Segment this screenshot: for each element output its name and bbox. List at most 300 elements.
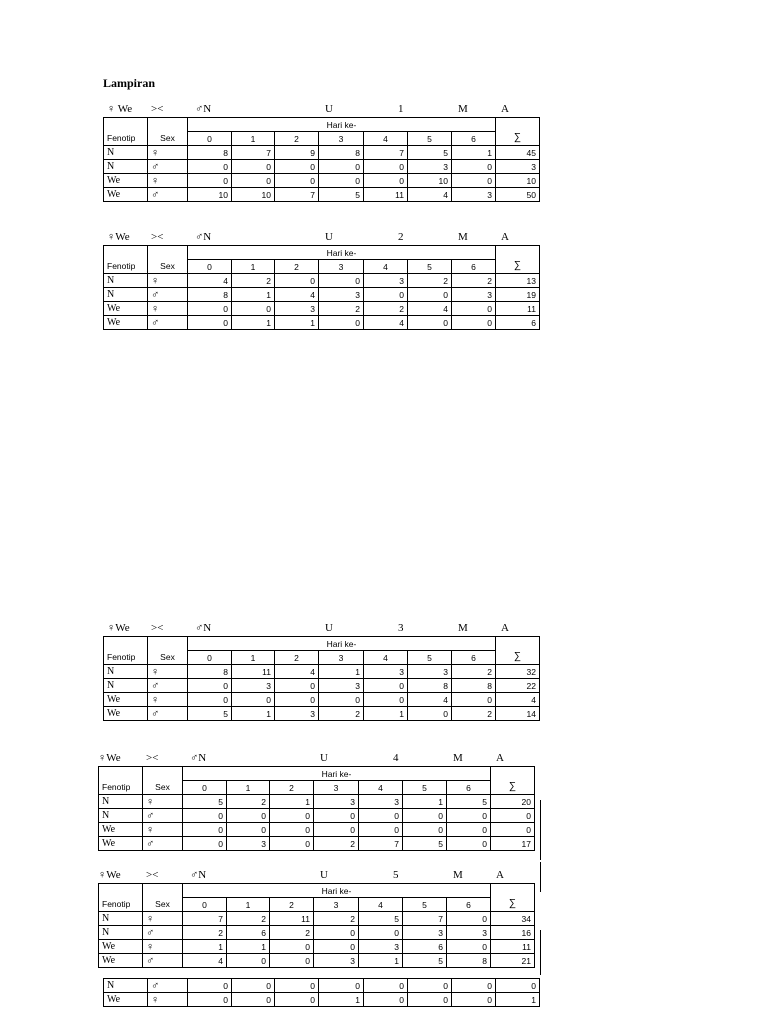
female-parent: ♀We [107,231,130,243]
day-header: 1 [232,260,275,274]
count-cell: 11 [270,912,314,926]
border-fragment [540,862,541,892]
count-cell: 2 [183,926,227,940]
count-cell: 11 [364,188,408,202]
table-row [104,665,540,679]
table-row [104,302,540,316]
count-cell: 3 [232,679,275,693]
count-cell: 4 [408,188,452,202]
count-cell: 0 [408,993,452,1007]
table-row [104,160,540,174]
sex-cell: ♂ [148,679,188,693]
sum-cell: 13 [496,274,540,288]
count-cell: 3 [403,926,447,940]
sex-cell: ♂ [143,837,183,851]
border-fragment [540,930,541,975]
sex-cell: ♂ [148,707,188,721]
sum-cell: 0 [491,809,535,823]
count-cell: 1 [227,940,270,954]
count-cell: 0 [359,809,403,823]
table-row [99,940,535,954]
count-cell: 0 [447,823,491,837]
count-cell: 10 [232,188,275,202]
male-parent: ♂N [190,752,207,764]
count-cell: 3 [275,707,319,721]
fenotip-cell: We [104,707,148,721]
fenotip-header-top [104,637,148,651]
count-cell: 0 [364,693,408,707]
m-label: M [453,869,463,881]
count-cell: 0 [314,823,359,837]
sex-cell: ♂ [143,809,183,823]
sum-cell: 32 [496,665,540,679]
sex-header: Sex [148,651,188,665]
count-cell: 0 [447,837,491,851]
count-cell: 0 [232,693,275,707]
count-cell: 3 [275,302,319,316]
fenotip-cell: We [99,940,143,954]
table-row [104,993,540,1007]
sum-cell: 11 [491,940,535,954]
sex-header: Sex [143,898,183,912]
count-cell: 2 [227,795,270,809]
hari-ke-header: Hari ke- [183,767,491,781]
female-parent: ♀We [98,869,121,881]
sum-header-top [491,767,535,781]
fenotip-cell: N [104,979,148,993]
count-cell: 4 [188,274,232,288]
table-row [104,707,540,721]
sex-header-top [143,884,183,898]
replicate-number: 5 [393,869,399,881]
count-cell: 0 [275,993,319,1007]
sex-cell: ♂ [143,954,183,968]
count-cell: 0 [188,993,232,1007]
sex-cell: ♂ [148,160,188,174]
count-cell: 0 [270,954,314,968]
male-parent: ♂N [195,103,212,115]
sum-cell: 1 [496,993,540,1007]
day-header: 2 [275,651,319,665]
sex-cell: ♀ [148,665,188,679]
female-parent: ♀We [107,622,130,634]
count-cell: 3 [408,160,452,174]
sex-header: Sex [143,781,183,795]
count-cell: 5 [359,912,403,926]
table-row [104,146,540,160]
fenotip-cell: We [99,823,143,837]
count-cell: 5 [403,837,447,851]
fenotip-cell: N [99,926,143,940]
replicate-number: 1 [398,103,404,115]
count-cell: 1 [359,954,403,968]
count-cell: 4 [183,954,227,968]
sex-cell: ♀ [143,940,183,954]
day-header: 2 [275,260,319,274]
sex-header-top [148,246,188,260]
count-cell: 5 [319,188,364,202]
count-cell: 8 [452,679,496,693]
count-cell: 1 [275,316,319,330]
hari-ke-header: Hari ke- [188,118,496,132]
count-cell: 0 [447,809,491,823]
day-header: 1 [227,781,270,795]
count-cell: 0 [188,979,232,993]
count-cell: 11 [232,665,275,679]
count-cell: 1 [319,993,364,1007]
fenotip-cell: We [104,188,148,202]
sex-cell: ♂ [148,316,188,330]
fenotip-header-top [99,767,143,781]
count-cell: 3 [359,795,403,809]
count-cell: 0 [364,679,408,693]
count-cell: 8 [408,679,452,693]
count-cell: 0 [275,274,319,288]
count-cell: 0 [188,174,232,188]
count-cell: 0 [452,993,496,1007]
count-cell: 0 [227,954,270,968]
sum-cell: 17 [491,837,535,851]
count-cell: 2 [452,274,496,288]
sex-cell: ♀ [148,302,188,316]
count-cell: 0 [408,707,452,721]
count-cell: 0 [232,174,275,188]
sex-cell: ♀ [148,274,188,288]
count-cell: 3 [408,665,452,679]
male-parent: ♂N [195,622,212,634]
count-cell: 1 [319,665,364,679]
count-cell: 4 [408,302,452,316]
count-cell: 0 [408,288,452,302]
day-header: 3 [319,651,364,665]
count-cell: 1 [232,288,275,302]
count-cell: 1 [232,316,275,330]
count-cell: 7 [275,188,319,202]
table-row [99,912,535,926]
day-header: 1 [232,651,275,665]
cross-symbol: >< [146,869,159,881]
count-cell: 0 [359,823,403,837]
table-row [104,174,540,188]
data-table [98,883,535,968]
count-cell: 4 [364,316,408,330]
fenotip-cell: We [104,993,148,1007]
sum-cell: 0 [491,823,535,837]
count-cell: 3 [364,274,408,288]
count-cell: 5 [403,954,447,968]
day-header: 4 [364,260,408,274]
fenotip-header-top [99,884,143,898]
sum-cell: 3 [496,160,540,174]
count-cell: 3 [364,665,408,679]
table-row [104,679,540,693]
count-cell: 2 [270,926,314,940]
count-cell: 3 [359,940,403,954]
count-cell: 2 [452,665,496,679]
count-cell: 0 [452,174,496,188]
sum-header-top [496,637,540,651]
hari-ke-header: Hari ke- [188,637,496,651]
day-header: 6 [447,781,491,795]
count-cell: 2 [232,274,275,288]
count-cell: 0 [188,302,232,316]
count-cell: 0 [275,679,319,693]
count-cell: 0 [270,823,314,837]
female-parent: ♀ We [107,103,133,115]
day-header: 5 [408,260,452,274]
count-cell: 0 [188,316,232,330]
fenotip-cell: N [104,665,148,679]
day-header: 3 [314,898,359,912]
table-row [104,274,540,288]
m-label: M [453,752,463,764]
sum-cell: 6 [496,316,540,330]
data-table [98,766,535,851]
sex-header: Sex [148,260,188,274]
count-cell: 1 [183,940,227,954]
day-header: 5 [403,781,447,795]
table-row [99,823,535,837]
sex-cell: ♂ [148,979,188,993]
page-title: Lampiran [103,76,156,90]
count-cell: 4 [408,693,452,707]
sex-header-top [148,637,188,651]
count-cell: 0 [319,316,364,330]
count-cell: 3 [319,679,364,693]
count-cell: 0 [232,993,275,1007]
sum-cell: 10 [496,174,540,188]
sum-cell: 50 [496,188,540,202]
sex-cell: ♀ [148,993,188,1007]
count-cell: 8 [447,954,491,968]
a-label: A [501,622,509,634]
count-cell: 0 [452,302,496,316]
count-cell: 0 [452,160,496,174]
sex-cell: ♂ [148,188,188,202]
count-cell: 2 [452,707,496,721]
sum-cell: 20 [491,795,535,809]
sex-cell: ♀ [148,174,188,188]
count-cell: 0 [447,940,491,954]
day-header: 5 [403,898,447,912]
hari-ke-header: Hari ke- [188,246,496,260]
sex-cell: ♀ [143,823,183,837]
count-cell: 4 [275,288,319,302]
u-label: U [325,622,333,634]
sum-cell: 19 [496,288,540,302]
day-header: 2 [270,781,314,795]
day-header: 2 [275,132,319,146]
fenotip-cell: N [104,679,148,693]
table-row [104,288,540,302]
count-cell: 0 [319,160,364,174]
fenotip-cell: We [104,302,148,316]
sum-header: ∑ [496,260,540,274]
count-cell: 2 [319,707,364,721]
count-cell: 0 [270,809,314,823]
count-cell: 7 [359,837,403,851]
count-cell: 8 [188,146,232,160]
count-cell: 10 [188,188,232,202]
sum-header-top [496,118,540,132]
count-cell: 2 [314,912,359,926]
sum-cell: 0 [496,979,540,993]
day-header: 4 [364,651,408,665]
u-label: U [325,103,333,115]
day-header: 1 [227,898,270,912]
a-label: A [496,869,504,881]
fenotip-header: Fenotip [104,260,148,274]
fenotip-cell: We [104,316,148,330]
sex-cell: ♀ [143,795,183,809]
count-cell: 6 [227,926,270,940]
sum-header-top [496,246,540,260]
sex-cell: ♂ [148,288,188,302]
count-cell: 0 [275,160,319,174]
sex-cell: ♀ [148,146,188,160]
fenotip-header: Fenotip [99,898,143,912]
day-header: 6 [452,651,496,665]
count-cell: 3 [314,954,359,968]
fenotip-cell: N [99,809,143,823]
sex-header-top [148,118,188,132]
female-parent: ♀We [98,752,121,764]
fenotip-header: Fenotip [99,781,143,795]
count-cell: 7 [364,146,408,160]
day-header: 0 [188,260,232,274]
replicate-number: 4 [393,752,399,764]
fenotip-header-top [104,246,148,260]
count-cell: 0 [447,912,491,926]
count-cell: 0 [275,174,319,188]
count-cell: 0 [319,274,364,288]
count-cell: 0 [275,693,319,707]
m-label: M [458,103,468,115]
fenotip-cell: We [104,174,148,188]
sum-header: ∑ [491,781,535,795]
count-cell: 0 [452,979,496,993]
count-cell: 0 [188,160,232,174]
day-header: 6 [452,132,496,146]
count-cell: 2 [319,302,364,316]
table-row [99,837,535,851]
count-cell: 7 [183,912,227,926]
count-cell: 0 [364,979,408,993]
fenotip-cell: N [104,274,148,288]
day-header: 2 [270,898,314,912]
count-cell: 8 [319,146,364,160]
table-row [99,809,535,823]
replicate-number: 3 [398,622,404,634]
count-cell: 1 [452,146,496,160]
count-cell: 0 [314,926,359,940]
count-cell: 0 [188,679,232,693]
count-cell: 5 [447,795,491,809]
count-cell: 8 [188,288,232,302]
fenotip-header: Fenotip [104,651,148,665]
day-header: 1 [232,132,275,146]
m-label: M [458,231,468,243]
cross-symbol: >< [146,752,159,764]
count-cell: 0 [275,979,319,993]
table-row [104,188,540,202]
day-header: 3 [314,781,359,795]
sex-cell: ♀ [143,912,183,926]
count-cell: 0 [319,174,364,188]
day-header: 6 [452,260,496,274]
count-cell: 3 [319,288,364,302]
hari-ke-header: Hari ke- [183,884,491,898]
count-cell: 7 [403,912,447,926]
replicate-number: 2 [398,231,404,243]
count-cell: 0 [452,693,496,707]
cross-symbol: >< [151,622,164,634]
count-cell: 3 [227,837,270,851]
sum-header-top [491,884,535,898]
count-cell: 3 [452,288,496,302]
fenotip-header: Fenotip [104,132,148,146]
count-cell: 0 [232,160,275,174]
sum-cell: 16 [491,926,535,940]
sum-cell: 4 [496,693,540,707]
count-cell: 0 [314,940,359,954]
sum-cell: 22 [496,679,540,693]
day-header: 4 [364,132,408,146]
u-label: U [320,869,328,881]
day-header: 5 [408,132,452,146]
count-cell: 1 [232,707,275,721]
sum-cell: 45 [496,146,540,160]
count-cell: 1 [364,707,408,721]
count-cell: 0 [183,837,227,851]
data-table [103,245,540,330]
fenotip-cell: We [99,837,143,851]
count-cell: 0 [319,979,364,993]
day-header: 0 [188,132,232,146]
sum-cell: 34 [491,912,535,926]
count-cell: 9 [275,146,319,160]
sum-cell: 21 [491,954,535,968]
sum-cell: 11 [496,302,540,316]
count-cell: 0 [408,316,452,330]
count-cell: 0 [183,823,227,837]
count-cell: 0 [319,693,364,707]
count-cell: 3 [314,795,359,809]
cross-symbol: >< [151,231,164,243]
a-label: A [501,231,509,243]
male-parent: ♂N [190,869,207,881]
male-parent: ♂N [195,231,212,243]
count-cell: 0 [270,940,314,954]
fenotip-header-top [104,118,148,132]
a-label: A [501,103,509,115]
count-cell: 2 [408,274,452,288]
count-cell: 0 [232,979,275,993]
day-header: 0 [188,651,232,665]
extra-rows-table [103,978,540,1007]
count-cell: 8 [188,665,232,679]
count-cell: 5 [408,146,452,160]
sum-header: ∑ [496,132,540,146]
sum-cell: 14 [496,707,540,721]
count-cell: 0 [364,993,408,1007]
table-row [99,795,535,809]
table-row [104,693,540,707]
day-header: 0 [183,898,227,912]
count-cell: 6 [403,940,447,954]
sex-cell: ♀ [148,693,188,707]
count-cell: 0 [403,823,447,837]
